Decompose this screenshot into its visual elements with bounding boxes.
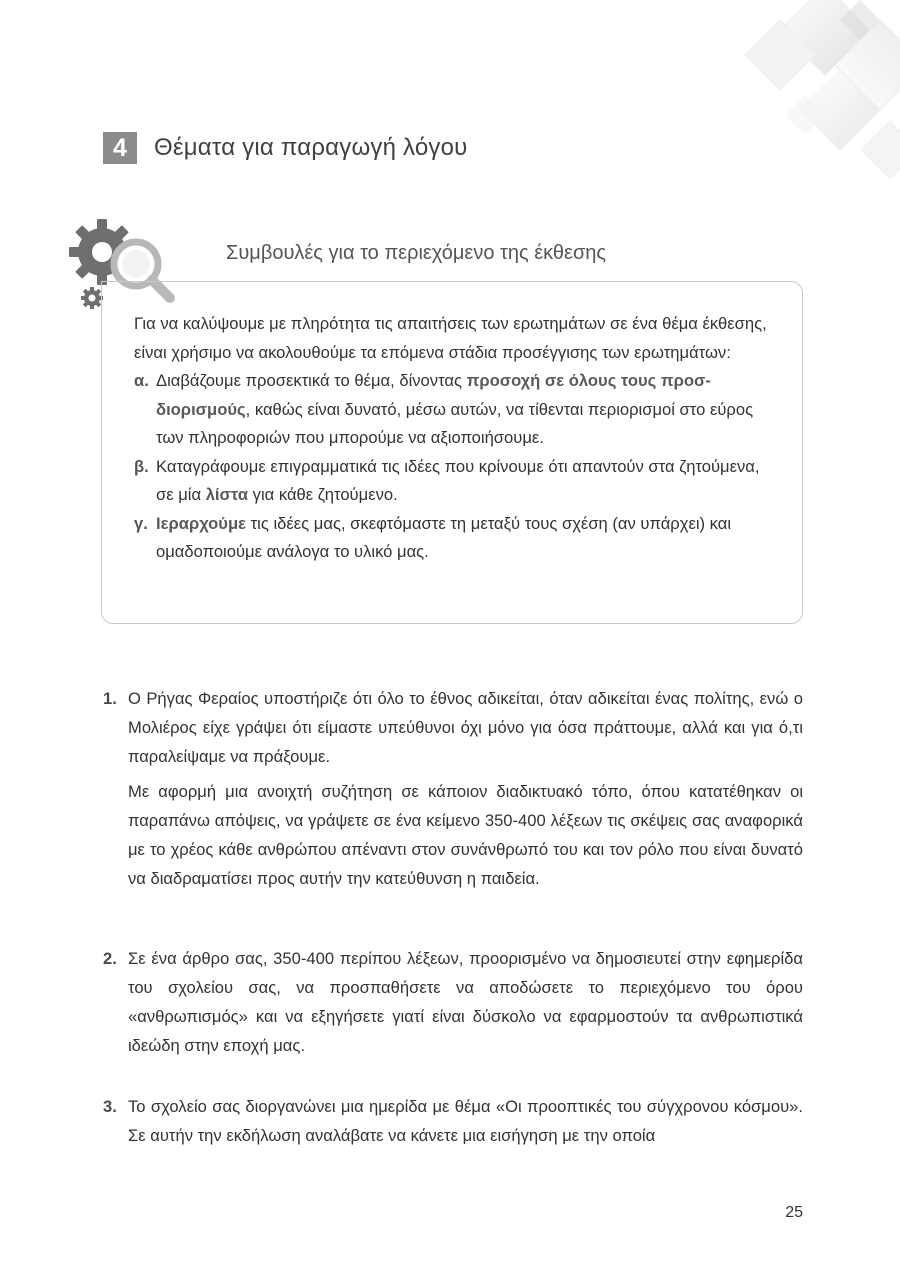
tips-intro: Για να καλύψουμε με πληρότητα τις απαιτήσεις των ερωτημάτων σε ένα θέμα έκθεσης, είναι χρήσιμο να ακολουθούμε τα επόμενα στάδια προσέγγισης των ερωτημάτων: <box>134 314 767 362</box>
question-1 <box>103 684 803 893</box>
tips-item-marker: γ. <box>134 513 148 533</box>
question-number: 3. <box>103 1097 117 1116</box>
tips-item-text: , καθώς είναι δυνατό, μέσω αυτών, να τίθενται περιορισμοί στο εύρος των πληροφοριών που μπορούμε να αξιοποιήσουμε. <box>156 399 754 447</box>
section-heading <box>103 131 467 165</box>
tips-item-highlight: λίστα <box>205 485 249 504</box>
tips-content <box>134 310 779 567</box>
question-paragraph: Σε ένα άρθρο σας, 350-400 περίπου λέξεων, προορισμένο να δημοσιευτεί στην εφημερίδα του σχολείου σας, να προσπαθήσετε να αποδώσετε το περιεχόμενο του όρου «ανθρωπισμός» και να εξηγήσετε γιατί είναι δύσκολο να εφαρμοστούν τα ανθρωπιστικά ιδεώδη στην εποχή μας. <box>128 949 803 1055</box>
section-title: Θέματα για παραγωγή λόγου <box>154 134 468 161</box>
question-2 <box>103 944 803 1060</box>
tips-item-highlight: Ιεραρχούμε <box>156 513 246 533</box>
tips-title: Συμβουλές για το περιεχόμενο της έκθεσης <box>226 242 607 264</box>
question-3 <box>103 1092 803 1150</box>
question-paragraph: Ο Ρήγας Φεραίος υποστήριζε ότι όλο το έθνος αδικείται, όταν αδικείται ένας πολίτης, ενώ ο Μολιέρος είχε γράψει ότι είμαστε υπεύθυνοι όχι μόνο για όσα πράττουμε, αλλά και για ό,τι παραλείψαμε να πράξουμε. <box>128 689 803 766</box>
tips-list-item <box>134 510 779 567</box>
question-number: 1. <box>103 689 117 708</box>
tips-item-marker: α. <box>134 371 149 390</box>
question-paragraph: Με αφορμή μια ανοιχτή συζήτηση σε κάποιον διαδικτυακό τόπο, όπου κατατέθηκαν οι παραπάνω απόψεις, να γράψετε σε ένα κείμενο 350-400 λέξεων τις σκέψεις σας αναφορικά με το χρέος κάθε ανθρώπου απέναντι στον συνάνθρωπό του και τον ρόλο που είναι δυνατό να διαδραματίσει προς αυτήν την κατεύθυνση η παιδεία. <box>128 782 803 888</box>
tips-item-text: Καταγράφουμε επιγραμματικά τις ιδέες που κρίνουμε ότι απαντούν στα ζητούμενα, σε μία <box>156 456 760 504</box>
tips-item-text: τις ιδέες μας, σκεφτόμαστε τη μεταξύ τους σχέση (αν υπάρχει) και ομαδοποιούμε ανάλογα το υλικό μας. <box>156 513 732 561</box>
tips-item-marker: β. <box>134 456 149 476</box>
tips-list-item <box>134 367 779 453</box>
tips-list <box>134 367 779 567</box>
corner-decoration-icon <box>720 0 900 190</box>
tips-item-text: για κάθε ζητούμενο. <box>248 485 398 504</box>
section-number-badge: 4 <box>103 132 137 164</box>
tips-item-text: Διαβάζουμε προσεκτικά το θέμα, δίνοντας <box>156 371 467 390</box>
question-paragraph: Το σχολείο σας διοργανώνει μια ημερίδα με θέμα «Οι προοπτικές του σύγχρονου κόσμου». Σε αυτήν την εκδήλωση αναλάβατε να κάνετε μια εισήγηση με την οποία <box>128 1097 803 1145</box>
tips-item-highlight: προσοχή σε όλους τους προσδιορισμούς <box>156 371 711 419</box>
tips-list-item <box>134 453 779 510</box>
question-number: 2. <box>103 949 117 968</box>
page-number: 25 <box>785 1204 803 1221</box>
